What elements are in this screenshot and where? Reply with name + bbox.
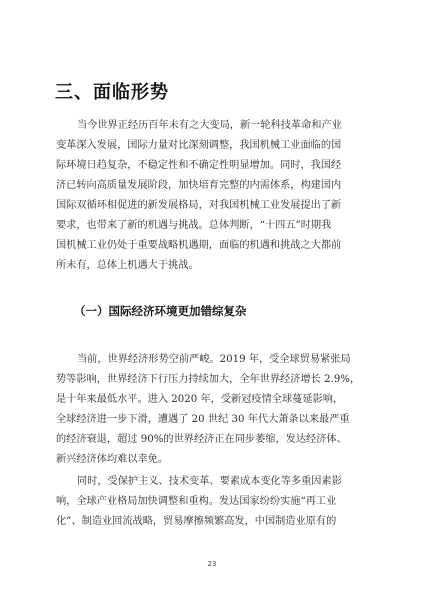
paragraph-line: 国际双循环相促进的新发展格局，对我国机械工业发展提出了新 bbox=[56, 200, 342, 211]
page-number: 23 bbox=[207, 560, 217, 568]
paragraph-world-economy bbox=[56, 350, 374, 470]
paragraph-line: 当前，世界经济形势空前严峻。2019 年，受全球贸易紧张局 bbox=[77, 354, 351, 365]
paragraph-line: 的经济衰退，超过 90%的世界经济正在同步萎缩，发达经济体、 bbox=[56, 434, 347, 445]
paragraph-line: 是十年来最低水平。进入 2020 年，受新冠疫情全球蔓延影响， bbox=[56, 394, 344, 405]
paragraph-line: 势等影响，世界经济下行压力持续加大，全年世界经济增长 2.9%， bbox=[56, 374, 361, 385]
paragraph-line: 当今世界正经历百年未有之大变局，新一轮科技革命和产业 bbox=[77, 120, 342, 131]
paragraph-line: 所未有，总体上机遇大于挑战。 bbox=[56, 260, 199, 271]
paragraph-line: 同时，受保护主义、技术变革、要素成本变化等多重因素影 bbox=[77, 476, 342, 487]
paragraph-line: 变革深入发展，国际力量对比深刻调整，我国机械工业面临的国 bbox=[56, 140, 342, 151]
paragraph-line: 全球经济进一步下滑，遭遇了 20 世纪 30 年代大萧条以来最严重 bbox=[56, 414, 350, 425]
paragraph-line: 济已转向高质量发展阶段，加快培育完整的内需体系，构建国内 bbox=[56, 180, 342, 191]
paragraph-line: 际环境日趋复杂，不稳定性和不确定性明显增加。同时，我国经 bbox=[56, 160, 342, 171]
paragraph-industrial-restructuring bbox=[56, 472, 374, 532]
paragraph-line: 化”、制造业回流战略，贸易摩擦频繁高发，中国制造业原有的 bbox=[56, 516, 337, 527]
paragraph-line: 国机械工业仍处于重要战略机遇期，面临的机遇和挑战之大都前 bbox=[56, 240, 342, 251]
paragraph-line: 要求，也带来了新的机遇与挑战。总体判断，“十四五”时期我 bbox=[56, 220, 332, 231]
paragraph-line: 新兴经济体均难以幸免。 bbox=[56, 454, 169, 465]
subsection-title: （一）国际经济环境更加错综复杂 bbox=[74, 304, 247, 318]
paragraph-situation-overview bbox=[56, 116, 374, 276]
section-title: 三、面临形势 bbox=[55, 82, 169, 103]
paragraph-line: 响，全球产业格局加快调整和重构。发达国家纷纷实施“再工业 bbox=[56, 496, 337, 507]
